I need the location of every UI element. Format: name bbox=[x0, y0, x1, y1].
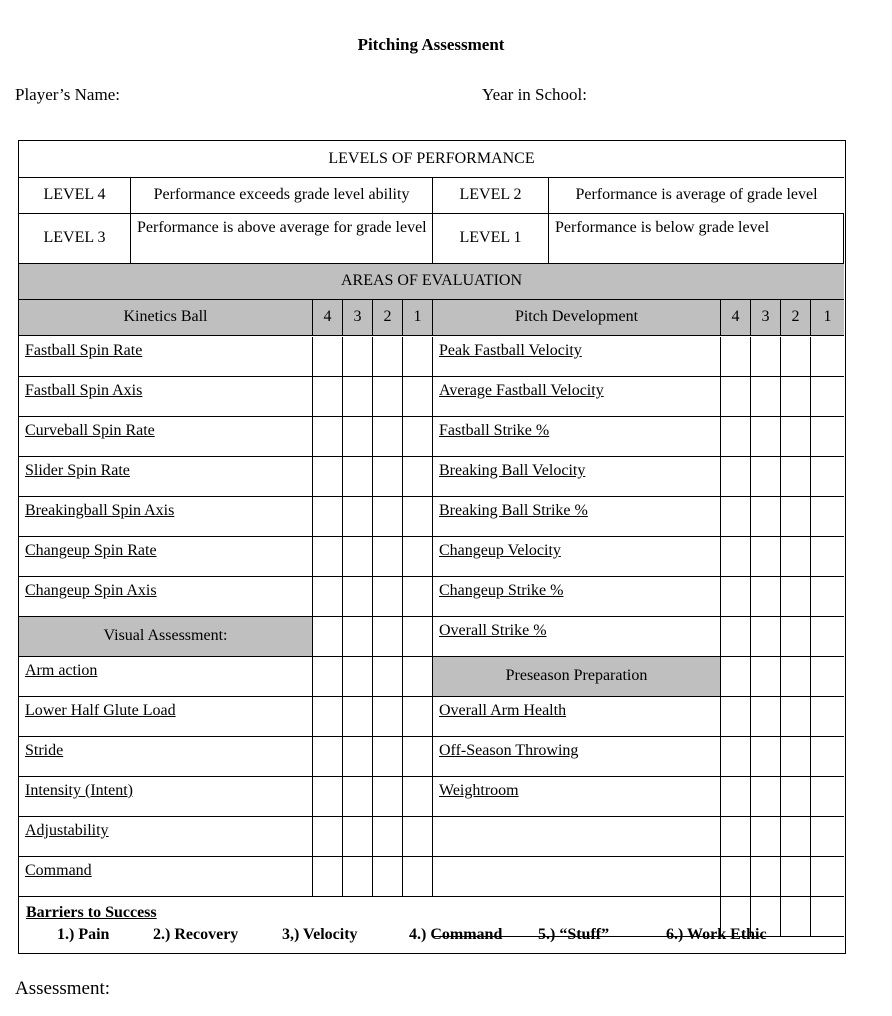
barrier-item-4: 4.) Command bbox=[409, 926, 503, 943]
criterion-average-fastball-velocity bbox=[433, 377, 721, 417]
score-cell-intensity-intent-3[interactable] bbox=[343, 777, 373, 817]
score-cell-preseason-header-1 bbox=[811, 657, 844, 697]
criterion-off-season-throwing-label: Off-Season Throwing bbox=[439, 742, 579, 759]
score-cell-changeup-velocity-2[interactable] bbox=[781, 537, 811, 577]
page-title: Pitching Assessment bbox=[357, 35, 505, 54]
score-cell-preseason-header-4 bbox=[721, 657, 751, 697]
score-cell-stride-3[interactable] bbox=[343, 737, 373, 777]
visual-assessment-header-label: Visual Assessment: bbox=[103, 627, 228, 645]
criterion-fastball-spin-axis-label: Fastball Spin Axis bbox=[25, 382, 143, 399]
criterion-adjustability bbox=[19, 817, 313, 857]
score-cell-command-1[interactable] bbox=[403, 857, 433, 897]
score-cell-changeup-strike-4[interactable] bbox=[721, 577, 751, 617]
criterion-fastball-spin-rate bbox=[19, 337, 313, 377]
criterion-changeup-strike bbox=[433, 577, 721, 617]
score-cell-arm-action-3[interactable] bbox=[343, 657, 373, 697]
criterion-peak-fastball-velocity-label: Peak Fastball Velocity bbox=[439, 342, 582, 359]
criterion-breaking-ball-velocity bbox=[433, 457, 721, 497]
score-cell-weightroom-2[interactable] bbox=[781, 777, 811, 817]
criterion-changeup-strike-label: Changeup Strike % bbox=[439, 582, 564, 599]
score-cell-changeup-velocity-4[interactable] bbox=[721, 537, 751, 577]
empty-score-cell bbox=[751, 857, 781, 897]
score-cell-breaking-ball-velocity-2[interactable] bbox=[781, 457, 811, 497]
year-in-school-label: Year in School: bbox=[482, 85, 587, 104]
score-cell-changeup-spin-rate-1[interactable] bbox=[403, 537, 433, 577]
score-cell-lower-half-glute-load-1[interactable] bbox=[403, 697, 433, 737]
score-cell-breakingball-spin-axis-4[interactable] bbox=[313, 497, 343, 537]
criterion-changeup-velocity bbox=[433, 537, 721, 577]
criterion-weightroom-label: Weightroom bbox=[439, 782, 519, 799]
score-cell-command-3[interactable] bbox=[343, 857, 373, 897]
score-cell-preseason-header-2 bbox=[781, 657, 811, 697]
score-cell-lower-half-glute-load-3[interactable] bbox=[343, 697, 373, 737]
score-cell-command-2[interactable] bbox=[373, 857, 403, 897]
score-cell-breaking-ball-strike-1[interactable] bbox=[811, 497, 844, 537]
score-cell-changeup-strike-2[interactable] bbox=[781, 577, 811, 617]
score-cell-visual-header-2 bbox=[373, 617, 403, 657]
score-cell-curveball-spin-rate-2[interactable] bbox=[373, 417, 403, 457]
score-cell-changeup-spin-rate-4[interactable] bbox=[313, 537, 343, 577]
score-cell-curveball-spin-rate-3[interactable] bbox=[343, 417, 373, 457]
empty-score-cell bbox=[751, 817, 781, 857]
score-cell-stride-2[interactable] bbox=[373, 737, 403, 777]
criterion-slider-spin-rate bbox=[19, 457, 313, 497]
score-cell-changeup-spin-axis-3[interactable] bbox=[343, 577, 373, 617]
score-cell-arm-action-4[interactable] bbox=[313, 657, 343, 697]
score-cell-fastball-strike-1[interactable] bbox=[811, 417, 844, 457]
right-score-3-header: 3 bbox=[751, 300, 781, 336]
score-cell-average-fastball-velocity-2[interactable] bbox=[781, 377, 811, 417]
score-cell-curveball-spin-rate-4[interactable] bbox=[313, 417, 343, 457]
score-cell-weightroom-3[interactable] bbox=[751, 777, 781, 817]
score-cell-peak-fastball-velocity-1[interactable] bbox=[811, 337, 844, 377]
level-4-desc: Performance exceeds grade level ability bbox=[131, 178, 433, 214]
score-cell-peak-fastball-velocity-3[interactable] bbox=[751, 337, 781, 377]
score-cell-overall-strike-3[interactable] bbox=[751, 617, 781, 657]
kinetics-ball-header: Kinetics Ball bbox=[19, 300, 313, 336]
score-cell-breaking-ball-strike-4[interactable] bbox=[721, 497, 751, 537]
score-cell-fastball-spin-rate-4[interactable] bbox=[313, 337, 343, 377]
score-cell-changeup-velocity-3[interactable] bbox=[751, 537, 781, 577]
score-cell-changeup-velocity-1[interactable] bbox=[811, 537, 844, 577]
criterion-average-fastball-velocity-label: Average Fastball Velocity bbox=[439, 382, 604, 399]
criterion-arm-action bbox=[19, 657, 313, 697]
criterion-overall-strike-label: Overall Strike % bbox=[439, 622, 547, 639]
score-cell-breaking-ball-velocity-1[interactable] bbox=[811, 457, 844, 497]
score-cell-adjustability-1[interactable] bbox=[403, 817, 433, 857]
score-cell-fastball-strike-2[interactable] bbox=[781, 417, 811, 457]
score-cell-overall-arm-health-4[interactable] bbox=[721, 697, 751, 737]
criterion-changeup-spin-rate bbox=[19, 537, 313, 577]
score-cell-peak-fastball-velocity-4[interactable] bbox=[721, 337, 751, 377]
assessment-label: Assessment: bbox=[15, 978, 110, 999]
criterion-off-season-throwing bbox=[433, 737, 721, 777]
criterion-intensity-intent bbox=[19, 777, 313, 817]
criterion-overall-arm-health bbox=[433, 697, 721, 737]
criterion-overall-strike bbox=[433, 617, 721, 657]
barrier-item-6: 6.) Work Ethic bbox=[666, 926, 767, 943]
empty-score-cell bbox=[781, 817, 811, 857]
criterion-changeup-spin-axis-label: Changeup Spin Axis bbox=[25, 582, 157, 599]
empty-criterion-cell bbox=[433, 857, 721, 897]
empty-score-cell bbox=[721, 817, 751, 857]
criterion-changeup-velocity-label: Changeup Velocity bbox=[439, 542, 561, 559]
right-score-4-header: 4 bbox=[721, 300, 751, 336]
level-3-label: LEVEL 3 bbox=[19, 214, 131, 264]
criterion-intensity-intent-label: Intensity (Intent) bbox=[25, 782, 133, 799]
score-cell-adjustability-4[interactable] bbox=[313, 817, 343, 857]
score-cell-changeup-spin-rate-3[interactable] bbox=[343, 537, 373, 577]
score-cell-visual-header-1 bbox=[403, 617, 433, 657]
score-cell-intensity-intent-4[interactable] bbox=[313, 777, 343, 817]
score-cell-average-fastball-velocity-4[interactable] bbox=[721, 377, 751, 417]
score-cell-overall-strike-4[interactable] bbox=[721, 617, 751, 657]
empty-score-cell bbox=[811, 857, 844, 897]
score-cell-overall-arm-health-3[interactable] bbox=[751, 697, 781, 737]
score-cell-arm-action-2[interactable] bbox=[373, 657, 403, 697]
score-cell-changeup-spin-rate-2[interactable] bbox=[373, 537, 403, 577]
score-cell-lower-half-glute-load-4[interactable] bbox=[313, 697, 343, 737]
criterion-slider-spin-rate-label: Slider Spin Rate bbox=[25, 462, 130, 479]
score-cell-average-fastball-velocity-3[interactable] bbox=[751, 377, 781, 417]
barriers-section bbox=[19, 897, 844, 953]
empty-criterion-cell bbox=[433, 817, 721, 857]
areas-heading: AREAS OF EVALUATION bbox=[19, 264, 844, 300]
criterion-changeup-spin-rate-label: Changeup Spin Rate bbox=[25, 542, 157, 559]
criterion-stride-label: Stride bbox=[25, 742, 64, 759]
score-cell-average-fastball-velocity-1[interactable] bbox=[811, 377, 844, 417]
barriers-heading: Barriers to Success bbox=[26, 904, 157, 921]
level-1-desc: Performance is below grade level bbox=[549, 214, 844, 264]
criterion-adjustability-label: Adjustability bbox=[25, 822, 109, 839]
score-cell-adjustability-2[interactable] bbox=[373, 817, 403, 857]
score-cell-changeup-strike-3[interactable] bbox=[751, 577, 781, 617]
criterion-command-label: Command bbox=[25, 862, 92, 879]
score-cell-curveball-spin-rate-1[interactable] bbox=[403, 417, 433, 457]
level-4-label: LEVEL 4 bbox=[19, 178, 131, 214]
score-cell-fastball-spin-axis-1[interactable] bbox=[403, 377, 433, 417]
score-cell-slider-spin-rate-3[interactable] bbox=[343, 457, 373, 497]
score-cell-fastball-strike-3[interactable] bbox=[751, 417, 781, 457]
left-score-2-header: 2 bbox=[373, 300, 403, 336]
criterion-overall-arm-health-label: Overall Arm Health bbox=[439, 702, 567, 719]
score-cell-breakingball-spin-axis-2[interactable] bbox=[373, 497, 403, 537]
score-cell-weightroom-1[interactable] bbox=[811, 777, 844, 817]
score-cell-breaking-ball-velocity-4[interactable] bbox=[721, 457, 751, 497]
score-cell-overall-strike-2[interactable] bbox=[781, 617, 811, 657]
barrier-item-1: 1.) Pain bbox=[57, 926, 110, 943]
score-cell-fastball-spin-rate-1[interactable] bbox=[403, 337, 433, 377]
criterion-command bbox=[19, 857, 313, 897]
criterion-lower-half-glute-load-label: Lower Half Glute Load bbox=[25, 702, 176, 719]
score-cell-changeup-spin-axis-2[interactable] bbox=[373, 577, 403, 617]
score-cell-fastball-strike-4[interactable] bbox=[721, 417, 751, 457]
score-cell-command-4[interactable] bbox=[313, 857, 343, 897]
score-cell-visual-header-4 bbox=[313, 617, 343, 657]
assessment-table bbox=[18, 140, 846, 954]
score-cell-slider-spin-rate-4[interactable] bbox=[313, 457, 343, 497]
criterion-curveball-spin-rate bbox=[19, 417, 313, 457]
empty-score-cell bbox=[721, 857, 751, 897]
score-cell-preseason-header-3 bbox=[751, 657, 781, 697]
barrier-item-3: 3,) Velocity bbox=[282, 926, 358, 943]
level-2-desc: Performance is average of grade level bbox=[549, 178, 844, 214]
preseason-preparation-header-label: Preseason Preparation bbox=[505, 667, 648, 685]
preseason-preparation-header bbox=[433, 657, 721, 697]
score-cell-stride-1[interactable] bbox=[403, 737, 433, 777]
score-cell-arm-action-1[interactable] bbox=[403, 657, 433, 697]
criterion-changeup-spin-axis bbox=[19, 577, 313, 617]
level-1-label: LEVEL 1 bbox=[433, 214, 549, 264]
score-cell-stride-4[interactable] bbox=[313, 737, 343, 777]
score-cell-slider-spin-rate-2[interactable] bbox=[373, 457, 403, 497]
barrier-item-5: 5.) “Stuff” bbox=[538, 926, 610, 943]
criterion-breaking-ball-strike-label: Breaking Ball Strike % bbox=[439, 502, 588, 519]
barrier-item-2: 2.) Recovery bbox=[153, 926, 239, 943]
criterion-peak-fastball-velocity bbox=[433, 337, 721, 377]
level-2-label: LEVEL 2 bbox=[433, 178, 549, 214]
criterion-lower-half-glute-load bbox=[19, 697, 313, 737]
levels-heading: LEVELS OF PERFORMANCE bbox=[19, 141, 844, 178]
player-name-label: Player’s Name: bbox=[15, 85, 120, 104]
visual-assessment-header bbox=[19, 617, 313, 657]
criterion-fastball-spin-rate-label: Fastball Spin Rate bbox=[25, 342, 143, 359]
criterion-fastball-spin-axis bbox=[19, 377, 313, 417]
criterion-weightroom bbox=[433, 777, 721, 817]
score-cell-breaking-ball-velocity-3[interactable] bbox=[751, 457, 781, 497]
score-cell-off-season-throwing-3[interactable] bbox=[751, 737, 781, 777]
criterion-stride bbox=[19, 737, 313, 777]
score-cell-lower-half-glute-load-2[interactable] bbox=[373, 697, 403, 737]
score-cell-peak-fastball-velocity-2[interactable] bbox=[781, 337, 811, 377]
score-cell-off-season-throwing-4[interactable] bbox=[721, 737, 751, 777]
score-cell-visual-header-3 bbox=[343, 617, 373, 657]
score-cell-overall-arm-health-2[interactable] bbox=[781, 697, 811, 737]
score-cell-off-season-throwing-2[interactable] bbox=[781, 737, 811, 777]
left-score-1-header: 1 bbox=[403, 300, 433, 336]
pitch-development-header: Pitch Development bbox=[433, 300, 721, 336]
score-cell-breaking-ball-strike-3[interactable] bbox=[751, 497, 781, 537]
score-cell-intensity-intent-1[interactable] bbox=[403, 777, 433, 817]
criterion-curveball-spin-rate-label: Curveball Spin Rate bbox=[25, 422, 155, 439]
level-3-desc: Performance is above average for grade level bbox=[131, 214, 433, 264]
score-cell-changeup-strike-1[interactable] bbox=[811, 577, 844, 617]
criterion-arm-action-label: Arm action bbox=[25, 662, 98, 679]
left-score-4-header: 4 bbox=[313, 300, 343, 336]
criterion-fastball-strike bbox=[433, 417, 721, 457]
right-score-1-header: 1 bbox=[811, 300, 844, 336]
score-cell-breaking-ball-strike-2[interactable] bbox=[781, 497, 811, 537]
score-cell-fastball-spin-axis-2[interactable] bbox=[373, 377, 403, 417]
score-cell-fastball-spin-axis-4[interactable] bbox=[313, 377, 343, 417]
empty-score-cell bbox=[781, 857, 811, 897]
score-cell-slider-spin-rate-1[interactable] bbox=[403, 457, 433, 497]
score-cell-breakingball-spin-axis-3[interactable] bbox=[343, 497, 373, 537]
criterion-breaking-ball-velocity-label: Breaking Ball Velocity bbox=[439, 462, 586, 479]
criterion-fastball-strike-label: Fastball Strike % bbox=[439, 422, 550, 439]
score-cell-fastball-spin-axis-3[interactable] bbox=[343, 377, 373, 417]
score-cell-intensity-intent-2[interactable] bbox=[373, 777, 403, 817]
criterion-breakingball-spin-axis bbox=[19, 497, 313, 537]
score-cell-changeup-spin-axis-1[interactable] bbox=[403, 577, 433, 617]
score-cell-changeup-spin-axis-4[interactable] bbox=[313, 577, 343, 617]
criterion-breakingball-spin-axis-label: Breakingball Spin Axis bbox=[25, 502, 175, 519]
score-cell-weightroom-4[interactable] bbox=[721, 777, 751, 817]
score-cell-overall-strike-1[interactable] bbox=[811, 617, 844, 657]
criterion-breaking-ball-strike bbox=[433, 497, 721, 537]
score-cell-fastball-spin-rate-3[interactable] bbox=[343, 337, 373, 377]
score-cell-fastball-spin-rate-2[interactable] bbox=[373, 337, 403, 377]
score-cell-overall-arm-health-1[interactable] bbox=[811, 697, 844, 737]
score-cell-breakingball-spin-axis-1[interactable] bbox=[403, 497, 433, 537]
score-cell-off-season-throwing-1[interactable] bbox=[811, 737, 844, 777]
right-score-2-header: 2 bbox=[781, 300, 811, 336]
score-cell-adjustability-3[interactable] bbox=[343, 817, 373, 857]
empty-score-cell bbox=[811, 817, 844, 857]
left-score-3-header: 3 bbox=[343, 300, 373, 336]
